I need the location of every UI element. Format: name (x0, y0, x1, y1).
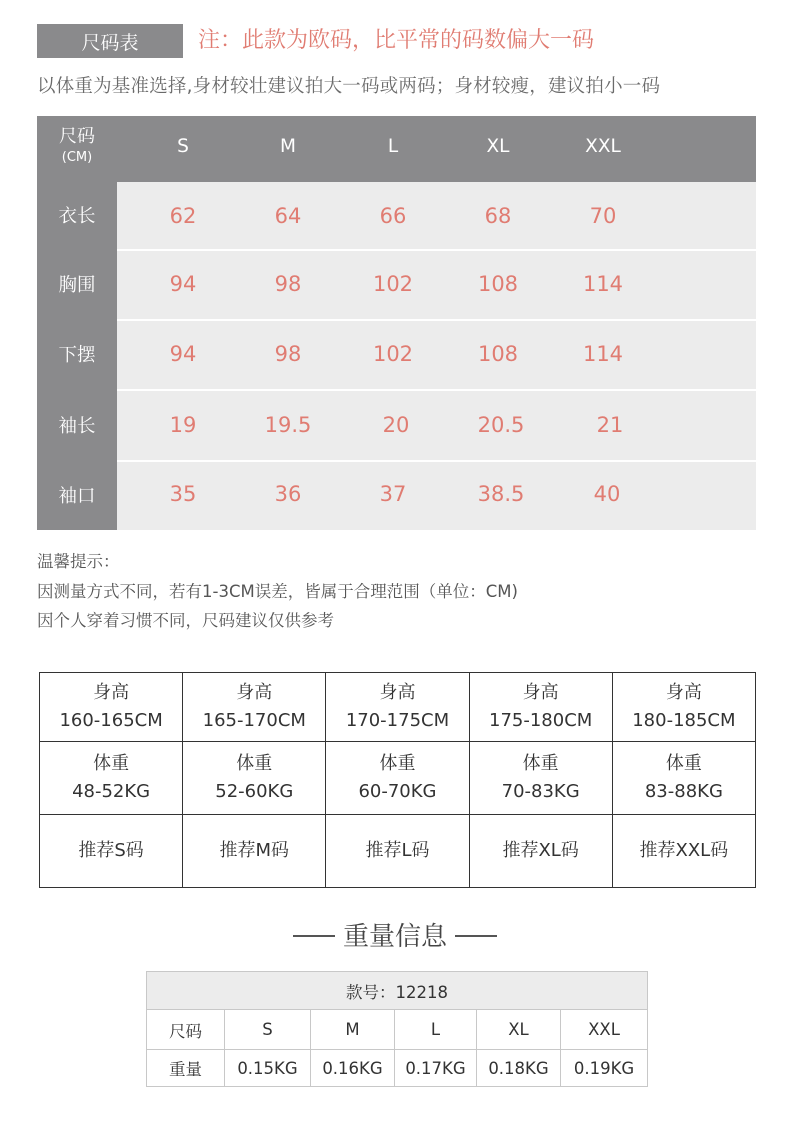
table-row (40, 673, 756, 742)
tips-title: 温馨提示： (37, 552, 120, 571)
table-cell: 66 (379, 204, 407, 228)
table-cell: 0.16KG (311, 1050, 395, 1087)
table-cell: 70 (589, 204, 617, 228)
table-cell: S (225, 1010, 311, 1050)
height-range: 165-170CM (202, 710, 306, 731)
table-cell: 20 (382, 413, 410, 437)
row-label-cuff: 袖口 (58, 486, 96, 507)
weight-label: 体重 (522, 753, 559, 774)
size-header-m: M (280, 136, 296, 157)
corner-unit: (CM) (61, 150, 93, 165)
row-label-length: 衣长 (58, 206, 96, 227)
table-cell: L (395, 1010, 477, 1050)
weight-cell (40, 742, 183, 815)
weight-label-cell: 重量 (147, 1050, 225, 1087)
height-cell (40, 673, 183, 742)
table-cell: 94 (169, 342, 197, 366)
table-cell: 98 (274, 272, 302, 296)
tips-measurement-error: 因测量方式不同，若有1-3CM误差，皆属于合理范围（单位：CM) (37, 581, 518, 601)
row-divider (117, 319, 756, 321)
row-divider (117, 460, 756, 462)
row-label-sleeve-length: 袖长 (58, 416, 96, 437)
table-cell: M (311, 1010, 395, 1050)
size-selection-advice: 以体重为基准选择,身材较壮建议拍大一码或两码；身材较瘦，建议拍小一码 (37, 76, 661, 97)
recommend-cell: 推荐M码 (183, 815, 326, 888)
weight-label: 体重 (379, 753, 416, 774)
table-cell: 21 (596, 413, 624, 437)
weight-range: 48-52KG (72, 781, 151, 802)
weight-label: 体重 (665, 753, 702, 774)
table-row (40, 742, 756, 815)
height-range: 160-165CM (59, 710, 163, 731)
row-label-hem: 下摆 (58, 345, 96, 366)
corner-label: 尺码 (59, 126, 95, 147)
table-cell: 35 (169, 482, 197, 506)
size-header-xxl: XXL (585, 136, 621, 157)
table-cell: 19.5 (264, 413, 312, 437)
height-cell (469, 673, 612, 742)
weight-range: 70-83KG (501, 781, 580, 802)
row-label-chest: 胸围 (58, 275, 96, 296)
weight-label: 体重 (93, 753, 130, 774)
height-label: 身高 (93, 682, 130, 703)
table-cell: 40 (593, 482, 621, 506)
weight-cell (469, 742, 612, 815)
table-cell: 114 (582, 272, 624, 296)
weight-cell (612, 742, 755, 815)
weight-range: 52-60KG (215, 781, 294, 802)
table-cell: 37 (379, 482, 407, 506)
table-cell: 98 (274, 342, 302, 366)
height-cell (326, 673, 469, 742)
table-cell: 62 (169, 204, 197, 228)
recommend-cell: 推荐L码 (326, 815, 469, 888)
table-cell: 108 (477, 272, 519, 296)
table-cell: 0.15KG (225, 1050, 311, 1087)
recommend-cell: 推荐S码 (40, 815, 183, 888)
weight-range: 83-88KG (644, 781, 723, 802)
row-divider (117, 249, 756, 251)
row-divider (117, 389, 756, 391)
heading-dash-left (293, 935, 335, 937)
table-cell: 102 (372, 342, 414, 366)
style-number: 款号：12218 (147, 972, 648, 1010)
table-cell: 64 (274, 204, 302, 228)
table-cell: 0.19KG (561, 1050, 648, 1087)
height-range: 180-185CM (632, 710, 736, 731)
size-chart-corner (37, 124, 117, 166)
recommend-cell: 推荐XXL码 (612, 815, 755, 888)
tips-reference-only: 因个人穿着习惯不同，尺码建议仅供参考 (37, 611, 334, 630)
table-cell: XXL (561, 1010, 648, 1050)
table-cell: 0.17KG (395, 1050, 477, 1087)
table-cell: 102 (372, 272, 414, 296)
size-chart-title: 尺码表 (37, 24, 183, 58)
size-header-s: S (177, 136, 189, 157)
height-label: 身高 (522, 682, 559, 703)
weight-cell (183, 742, 326, 815)
table-row (147, 972, 648, 1010)
height-label: 身高 (379, 682, 416, 703)
size-label-cell: 尺码 (147, 1010, 225, 1050)
table-row (147, 1010, 648, 1050)
height-cell (612, 673, 755, 742)
tips-block (37, 547, 518, 636)
size-chart (37, 116, 756, 530)
weight-range: 60-70KG (358, 781, 437, 802)
height-weight-table (39, 672, 756, 888)
table-row (147, 1050, 648, 1087)
table-cell: 94 (169, 272, 197, 296)
euro-size-note: 注：此款为欧码，比平常的码数偏大一码 (198, 28, 595, 53)
table-cell: 68 (484, 204, 512, 228)
weight-cell (326, 742, 469, 815)
weight-info-table (146, 971, 648, 1087)
table-cell: XL (477, 1010, 561, 1050)
table-row (40, 815, 756, 888)
height-range: 175-180CM (489, 710, 593, 731)
height-label: 身高 (236, 682, 273, 703)
weight-info-title: 重量信息 (342, 922, 447, 952)
weight-label: 体重 (236, 753, 273, 774)
height-range: 170-175CM (345, 710, 450, 731)
table-cell: 36 (274, 482, 302, 506)
table-cell: 20.5 (477, 413, 525, 437)
table-cell: 0.18KG (477, 1050, 561, 1087)
table-cell: 19 (169, 413, 197, 437)
size-header-xl: XL (486, 136, 510, 157)
size-chart-label-column (37, 116, 117, 530)
table-cell: 114 (582, 342, 624, 366)
recommend-cell: 推荐XL码 (469, 815, 612, 888)
height-cell (183, 673, 326, 742)
table-cell: 108 (477, 342, 519, 366)
weight-info-heading (0, 916, 790, 953)
size-header-l: L (387, 136, 399, 157)
table-cell: 38.5 (477, 482, 525, 506)
heading-dash-right (455, 935, 497, 937)
height-label: 身高 (665, 682, 702, 703)
